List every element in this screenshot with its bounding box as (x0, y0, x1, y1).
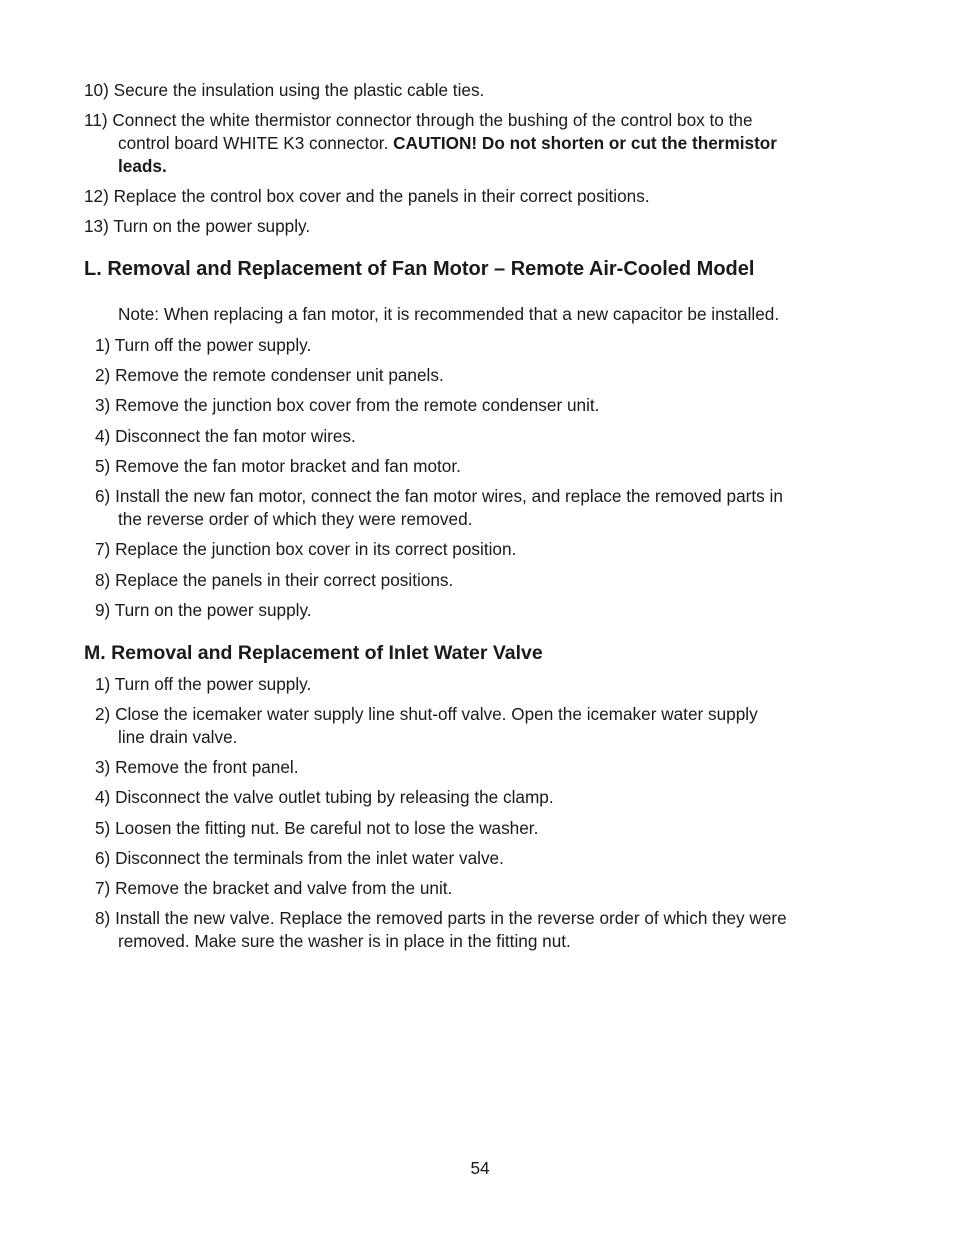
item-number: 4) (95, 426, 111, 446)
item-continuation: the reverse order of which they were removed. (118, 509, 473, 529)
item-text: Disconnect the valve outlet tubing by releasing the clamp. (115, 787, 554, 807)
item-number: 7) (95, 539, 111, 559)
list-item (84, 185, 650, 208)
list-item (95, 485, 783, 531)
item-number: 3) (95, 757, 111, 777)
list-item (95, 877, 452, 900)
item-text: Remove the junction box cover from the remote condenser unit. (115, 395, 600, 415)
list-item (95, 786, 554, 809)
list-item (95, 756, 299, 779)
item-text: Remove the remote condenser unit panels. (115, 365, 444, 385)
item-number: 8) (95, 908, 111, 928)
item-number: 2) (95, 365, 111, 385)
item-text: Turn on the power supply. (114, 600, 312, 620)
item-number: 1) (95, 335, 111, 355)
item-text: Turn off the power supply. (114, 674, 312, 694)
item-text: Replace the junction box cover in its correct position. (115, 539, 517, 559)
item-text: Replace the panels in their correct positions. (115, 570, 454, 590)
list-item (84, 215, 310, 238)
item-text: Remove the front panel. (115, 757, 299, 777)
list-item (95, 703, 758, 749)
item-number: 8) (95, 570, 111, 590)
item-text: Install the new fan motor, connect the fan motor wires, and replace the removed parts in (115, 486, 783, 506)
list-item (95, 673, 311, 696)
list-item (95, 334, 311, 357)
item-text: Disconnect the terminals from the inlet water valve. (115, 848, 504, 868)
item-continuation: control board WHITE K3 connector. CAUTION! Do not shorten or cut the thermistor (118, 133, 777, 153)
list-item (95, 425, 356, 448)
caution-text: CAUTION! Do not shorten or cut the thermistor (393, 133, 777, 153)
list-item (84, 79, 484, 102)
item-number: 10) (84, 80, 109, 100)
item-text: Loosen the fitting nut. Be careful not to lose the washer. (115, 818, 539, 838)
item-number: 5) (95, 818, 111, 838)
item-number: 4) (95, 787, 111, 807)
item-number: 12) (84, 186, 109, 206)
item-number: 6) (95, 486, 111, 506)
list-item (95, 817, 538, 840)
list-item (95, 538, 516, 561)
item-text: Close the icemaker water supply line shut-off valve. Open the icemaker water supply (115, 704, 758, 724)
item-number: 5) (95, 456, 111, 476)
list-item (95, 569, 453, 592)
item-number: 2) (95, 704, 111, 724)
section-heading: L. Removal and Replacement of Fan Motor – Remote Air-Cooled Model (84, 258, 755, 280)
item-text: Install the new valve. Replace the removed parts in the reverse order of which they were (115, 908, 787, 928)
item-text: Connect the white thermistor connector through the bushing of the control box to the (112, 110, 753, 130)
list-item (95, 455, 461, 478)
item-number: 7) (95, 878, 111, 898)
note-text: Note: When replacing a fan motor, it is recommended that a new capacitor be installed. (118, 304, 780, 324)
list-item (95, 394, 599, 417)
item-continuation: line drain valve. (118, 727, 238, 747)
item-continuation (84, 155, 777, 178)
list-item (95, 907, 787, 953)
list-item (95, 364, 444, 387)
item-number: 1) (95, 674, 111, 694)
item-text: Disconnect the fan motor wires. (115, 426, 356, 446)
caution-text: leads. (118, 156, 167, 176)
item-number: 3) (95, 395, 111, 415)
item-text: Remove the bracket and valve from the unit. (115, 878, 453, 898)
list-item (95, 599, 312, 622)
item-text: Turn off the power supply. (114, 335, 312, 355)
item-text: Turn on the power supply. (113, 216, 311, 236)
item-text: Replace the control box cover and the panels in their correct positions. (113, 186, 650, 206)
page-number: 54 (470, 1158, 490, 1178)
item-number: 11) (84, 110, 108, 130)
item-number: 9) (95, 600, 111, 620)
item-text: Secure the insulation using the plastic cable ties. (113, 80, 485, 100)
item-continuation: removed. Make sure the washer is in place in the fitting nut. (118, 931, 571, 951)
item-number: 6) (95, 848, 111, 868)
section-heading: M. Removal and Replacement of Inlet Water Valve (84, 642, 543, 664)
list-item (95, 847, 504, 870)
item-number: 13) (84, 216, 109, 236)
list-item (84, 109, 777, 178)
item-text: Remove the fan motor bracket and fan motor. (115, 456, 461, 476)
